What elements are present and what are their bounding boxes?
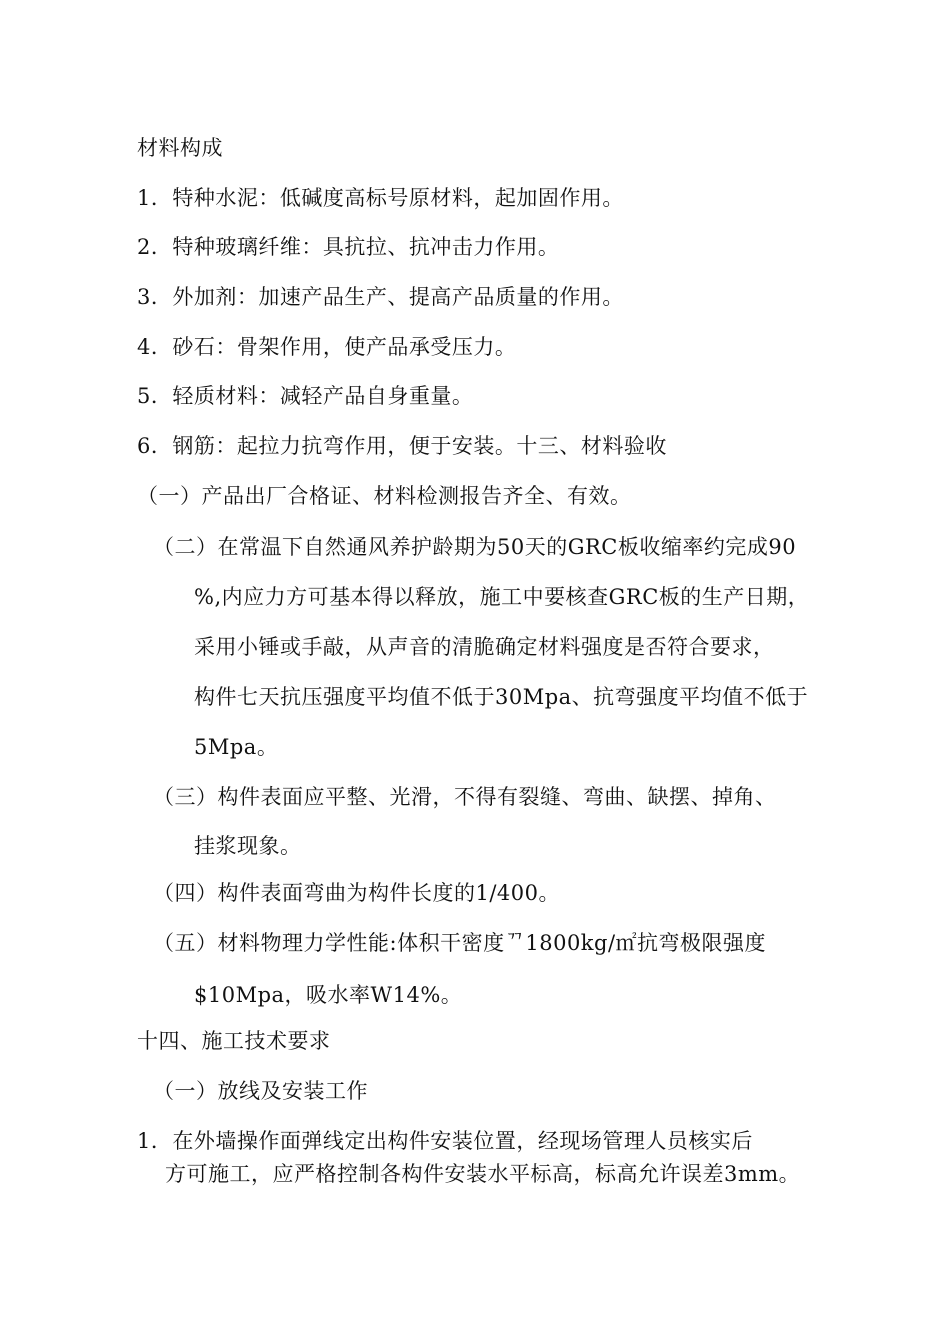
acceptance-item-1: （一）产品出厂合格证、材料检测报告齐全、有效。 bbox=[137, 484, 632, 508]
material-item-3: 3．外加剂：加速产品生产、提高产品质量的作用。 bbox=[137, 285, 624, 309]
material-item-5: 5．轻质材料：减轻产品自身重量。 bbox=[137, 384, 474, 408]
acceptance-item-5: （五）材料物理力学性能:体积干密度ᄁ1800kg/㎡抗弯极限强度 bbox=[153, 931, 767, 955]
material-item-6: 6．钢筋：起拉力抗弯作用，便于安装。十三、材料验收 bbox=[137, 434, 667, 458]
construction-item-1: 1．在外墙操作面弹线定出构件安装位置，经现场管理人员核实后 bbox=[137, 1129, 753, 1153]
acceptance-item-2-cont-4: 5Mpa。 bbox=[194, 735, 279, 759]
acceptance-item-2: （二）在常温下自然通风养护龄期为50天的GRC板收缩率约完成90 bbox=[153, 535, 797, 559]
acceptance-item-2-cont-2: 采用小锤或手敲，从声音的清脆确定材料强度是否符合要求， bbox=[194, 635, 775, 659]
acceptance-item-5-cont: $10Mpa，吸水率W14%。 bbox=[194, 983, 463, 1007]
construction-subheading-1: （一）放线及安装工作 bbox=[153, 1079, 368, 1103]
acceptance-item-3: （三）构件表面应平整、光滑，不得有裂缝、弯曲、缺摆、掉角、 bbox=[153, 785, 777, 809]
acceptance-item-3-cont: 挂浆现象。 bbox=[194, 834, 302, 858]
material-item-1: 1．特种水泥：低碱度高标号原材料，起加固作用。 bbox=[137, 186, 624, 210]
construction-item-1-cont: 方可施工，应严格控制各构件安装水平标高，标高允许误差3mm。 bbox=[165, 1162, 801, 1186]
acceptance-item-2-cont-3: 构件七天抗压强度平均值不低于30Mpa、抗弯强度平均值不低于 bbox=[194, 685, 809, 709]
acceptance-item-4: （四）构件表面弯曲为构件长度的1/400。 bbox=[153, 881, 561, 905]
section-heading-construction-requirements: 十四、施工技术要求 bbox=[137, 1029, 331, 1053]
material-item-4: 4．砂石：骨架作用，使产品承受压力。 bbox=[137, 335, 517, 359]
acceptance-item-2-cont-1: %,内应力方可基本得以释放，施工中要核查GRC板的生产日期， bbox=[194, 585, 810, 609]
section-heading-material-composition: 材料构成 bbox=[137, 136, 223, 160]
material-item-2: 2．特种玻璃纤维：具抗拉、抗冲击力作用。 bbox=[137, 235, 560, 259]
